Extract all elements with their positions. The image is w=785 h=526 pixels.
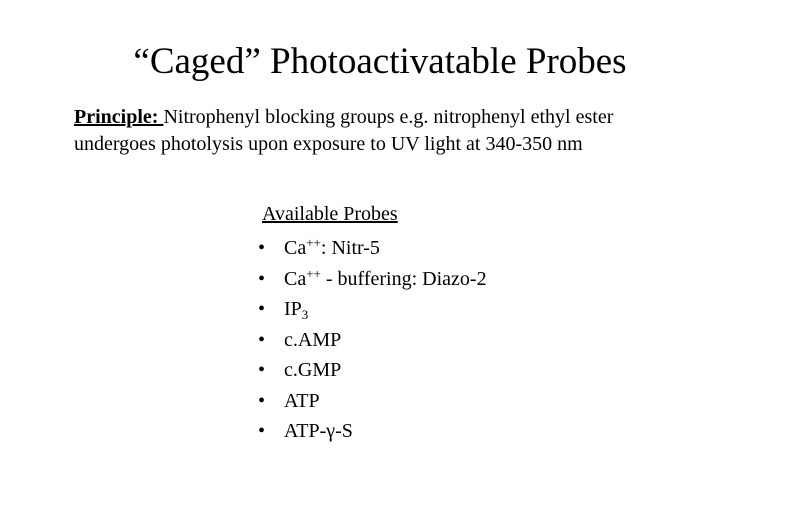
probe-text: ATP bbox=[284, 389, 320, 412]
probe-text: c.AMP bbox=[284, 328, 342, 351]
probe-text: ATP-γ-S bbox=[284, 420, 353, 442]
bullet-icon: • bbox=[258, 298, 266, 320]
bullet-icon: • bbox=[258, 328, 266, 351]
bullet-icon: • bbox=[258, 359, 266, 381]
bullet-icon: • bbox=[258, 237, 266, 259]
probe-text: c.GMP bbox=[284, 359, 342, 381]
principle-text-line-1: Nitrophenyl blocking groups e.g. nitrophenyl ethyl ester bbox=[163, 106, 614, 128]
bullet-icon: • bbox=[258, 389, 266, 412]
principle-line-1 bbox=[74, 104, 774, 131]
bullet-icon: • bbox=[258, 267, 266, 290]
slide-title: “Caged” Photoactivatable Probes bbox=[133, 41, 627, 82]
probe-text: $IP_3$ bbox=[284, 298, 309, 322]
principle-label: Principle: bbox=[74, 106, 164, 128]
bullet-icon: • bbox=[258, 420, 266, 442]
principle-text-line-2: undergoes photolysis upon exposure to UV light at 340-350 nm bbox=[74, 133, 583, 155]
probe-text: Ca++: Nitr-5 bbox=[284, 235, 380, 259]
available-probes-heading: Available Probes bbox=[262, 203, 398, 225]
probe-text: Ca++ - buffering: Diazo-2 bbox=[284, 265, 487, 290]
principle-paragraph bbox=[74, 104, 774, 158]
